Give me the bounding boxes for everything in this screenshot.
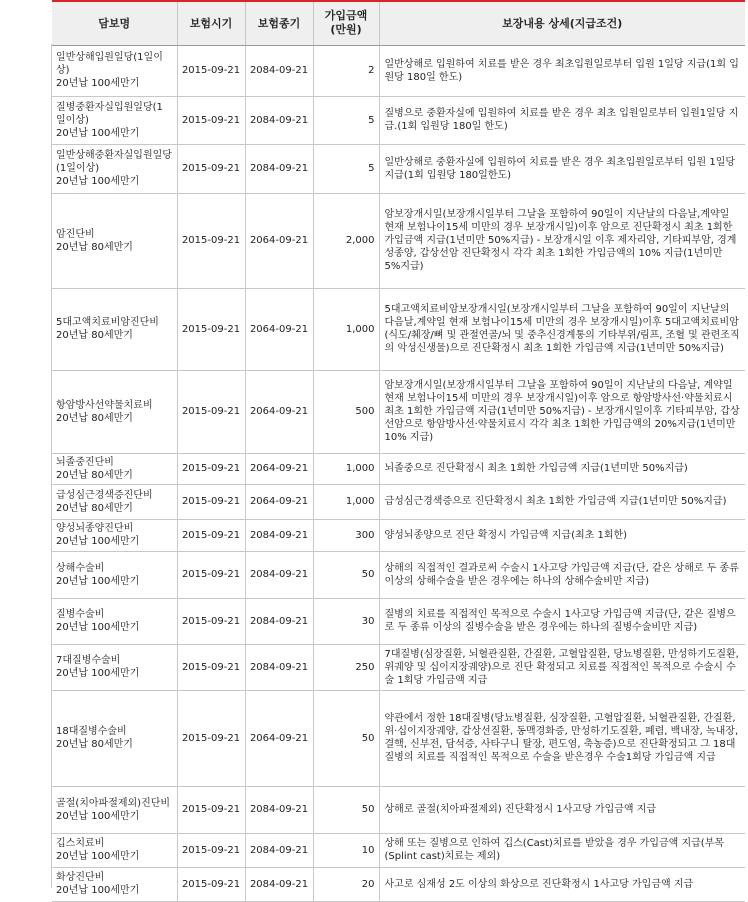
cell-detail: 질병의 치료를 직접적인 목적으로 수술시 1사고당 가입금액 지급(단, 같은 질병으로 두 종류 이상의 질병수술을 받은 경우에는 하나의 질병수술비만 지급) [379,598,745,644]
cell-detail: 일반상해로 입원하여 치료를 받은 경우 최초입원일로부터 입원 1일당 지급(1회 입원당 180일 한도) [379,45,745,96]
cell-detail: 7대질병(심장질환, 뇌혈관질환, 간질환, 고혈압질환, 당뇨병질환, 만성하기도질환, 위궤양 및 십이지장궤양)으로 진단 확정되고 치료를 직접적인 목적으로 수술시 수술 1회당 가입금액 지급 [379,644,745,690]
cell-amount: 2,000 [313,193,379,288]
cell-amount: 50 [313,786,379,833]
cell-detail: 상해로 골절(치아파절제외) 진단확정시 1사고당 가입금액 지급 [379,786,745,833]
cell-name: 일반상해중환자실입원일당(1일이상) 20년납 100세만기 [52,144,177,193]
cell-start: 2015-09-21 [177,690,245,786]
table-row [52,370,745,453]
cell-start: 2015-09-21 [177,833,245,867]
cell-end: 2064-09-21 [245,193,313,288]
header-name: 담보명 [52,1,177,45]
cell-end: 2064-09-21 [245,288,313,370]
coverage-table [52,0,745,902]
header-start: 보험시기 [177,1,245,45]
table-header-row [52,1,745,45]
cell-start: 2015-09-21 [177,598,245,644]
cell-name: 골절(치아파절제외)진단비 20년납 100세만기 [52,786,177,833]
cell-amount: 500 [313,370,379,453]
cell-detail: 암보장개시일(보장개시일부터 그날을 포함하여 90일이 지난날의 다음날, 계약일 현재 보험나이15세 미만의 경우 보장개시일)이후 암으로 항암방사선·약물치료시 최초 1회한 가입금액 지급(1년미만 50%지급) - 보장개시일이후 기타피부암, 갑상선암으로 항암방사선·약물치료시 각각 최초 1회한 가입금액의 20%지급(1년미만 10% 지급) [379,370,745,453]
table-row [52,193,745,288]
cell-start: 2015-09-21 [177,644,245,690]
cell-amount: 50 [313,551,379,598]
cell-amount: 1,000 [313,484,379,519]
cell-detail: 질병으로 중환자실에 입원하여 치료를 받은 경우 최초 입원일로부터 입원1일당 지급.(1회 입원당 180일 한도) [379,96,745,144]
cell-end: 2084-09-21 [245,644,313,690]
cell-end: 2064-09-21 [245,453,313,484]
cell-end: 2084-09-21 [245,45,313,96]
cell-name: 항암방사선약물치료비 20년납 80세만기 [52,370,177,453]
cell-amount: 250 [313,644,379,690]
cell-detail: 암보장개시일(보장개시일부터 그날을 포함하여 90일이 지난날의 다음날,계약일 현재 보험나이15세 미만의 경우 보장개시일)이후 암으로 진단확정시 최초 1회한 가입금액 지급(1년미만 50%지급) - 보장개시일 이후 제자리암, 기타피부암, 경계성종양, 갑상선암 진단확정시 각각 최초 1회한 가입금액의 10% 지급(1년미만 5%지급) [379,193,745,288]
cell-amount: 30 [313,598,379,644]
cell-name: 18대질병수술비 20년납 80세만기 [52,690,177,786]
cell-end: 2084-09-21 [245,519,313,551]
cell-start: 2015-09-21 [177,96,245,144]
table-row [52,644,745,690]
cell-name: 7대질병수술비 20년납 100세만기 [52,644,177,690]
cell-start: 2015-09-21 [177,45,245,96]
cell-end: 2084-09-21 [245,144,313,193]
cell-name: 일반상해입원일당(1일이상) 20년납 100세만기 [52,45,177,96]
table-row [52,96,745,144]
cell-detail: 약관에서 정한 18대질병(당뇨병질환, 심장질환, 고혈압질환, 뇌혈관질환, 간질환, 위·십이지장궤양, 갑상선질환, 동맥경화증, 만성하기도질환, 폐렴, 백내장, 녹내장, 결핵, 신부전, 담석증, 사타구니 탈장, 편도염, 축농증)으로 진단확정되고 그 18대질병의 치료를 직접적인 목적으로 수술을 받은경우 수술1회당 가입금액 지급 [379,690,745,786]
cell-start: 2015-09-21 [177,288,245,370]
cell-start: 2015-09-21 [177,551,245,598]
header-detail: 보장내용 상세(지급조건) [379,1,745,45]
cell-amount: 20 [313,867,379,901]
cell-end: 2084-09-21 [245,833,313,867]
left-margin [0,44,52,888]
table-row [52,144,745,193]
table-row [52,786,745,833]
cell-amount: 50 [313,690,379,786]
cell-start: 2015-09-21 [177,786,245,833]
cell-amount: 1,000 [313,288,379,370]
cell-end: 2084-09-21 [245,867,313,901]
cell-detail: 5대고액치료비암보장개시일(보장개시일부터 그날을 포함하여 90일이 지난날의 다음날,계약일 현재 보험나이15세 미만의 경우 보장개시일)이후 5대고액치료비암(식도/췌장/뼈 및 관절연골/뇌 및 중추신경계통의 기타부위/림프, 조혈 및 관련조직의 악성신생물)으로 진단확정시 최초 1회한 가입금액 지급(1년미만 50%지급) [379,288,745,370]
cell-amount: 2 [313,45,379,96]
cell-amount: 5 [313,96,379,144]
cell-name: 뇌졸중진단비 20년납 80세만기 [52,453,177,484]
cell-amount: 10 [313,833,379,867]
cell-detail: 상해 또는 질병으로 인하여 깁스(Cast)치료를 받았을 경우 가입금액 지급(부목(Splint cast)치료는 제외) [379,833,745,867]
table-row [52,598,745,644]
cell-name: 상해수술비 20년납 100세만기 [52,551,177,598]
cell-start: 2015-09-21 [177,519,245,551]
cell-start: 2015-09-21 [177,867,245,901]
cell-name: 질병수술비 20년납 100세만기 [52,598,177,644]
cell-end: 2084-09-21 [245,551,313,598]
cell-detail: 양성뇌종양으로 진단 확정시 가입금액 지급(최초 1회한) [379,519,745,551]
cell-name: 암진단비 20년납 80세만기 [52,193,177,288]
cell-name: 양성뇌종양진단비 20년납 100세만기 [52,519,177,551]
cell-end: 2084-09-21 [245,598,313,644]
table-row [52,551,745,598]
table-row [52,690,745,786]
cell-detail: 급성심근경색증으로 진단확정시 최초 1회한 가입금액 지급(1년미만 50%지급) [379,484,745,519]
cell-start: 2015-09-21 [177,370,245,453]
cell-end: 2064-09-21 [245,370,313,453]
cell-detail: 사고로 심재성 2도 이상의 화상으로 진단확정시 1사고당 가입금액 지급 [379,867,745,901]
cell-name: 급성심근경색증진단비 20년납 80세만기 [52,484,177,519]
cell-detail: 뇌졸중으로 진단확정시 최초 1회한 가입금액 지급(1년미만 50%지급) [379,453,745,484]
cell-start: 2015-09-21 [177,193,245,288]
table-row [52,867,745,901]
cell-start: 2015-09-21 [177,453,245,484]
cell-detail: 일반상해로 중환자실에 입원하여 치료를 받은 경우 최초입원일로부터 입원 1일당 지급(1회 입원당 180일한도) [379,144,745,193]
header-amount: 가입금액 (만원) [313,1,379,45]
table-row [52,519,745,551]
cell-end: 2064-09-21 [245,484,313,519]
table-row [52,453,745,484]
cell-name: 질병중환자실입원일당(1일이상) 20년납 100세만기 [52,96,177,144]
table-row [52,484,745,519]
cell-detail: 상해의 직접적인 결과로써 수술시 1사고당 가입금액 지급(단, 같은 상해로 두 종류 이상의 상해수술을 받은 경우에는 하나의 상해수술비만 지급) [379,551,745,598]
cell-name: 5대고액치료비암진단비 20년납 80세만기 [52,288,177,370]
cell-end: 2084-09-21 [245,96,313,144]
cell-amount: 300 [313,519,379,551]
cell-name: 화상진단비 20년납 100세만기 [52,867,177,901]
cell-amount: 5 [313,144,379,193]
cell-name: 깁스치료비 20년납 100세만기 [52,833,177,867]
cell-end: 2084-09-21 [245,786,313,833]
cell-amount: 1,000 [313,453,379,484]
cell-end: 2064-09-21 [245,690,313,786]
cell-start: 2015-09-21 [177,144,245,193]
table-row [52,45,745,96]
table-row [52,288,745,370]
header-end: 보험종기 [245,1,313,45]
table-row [52,833,745,867]
cell-start: 2015-09-21 [177,484,245,519]
